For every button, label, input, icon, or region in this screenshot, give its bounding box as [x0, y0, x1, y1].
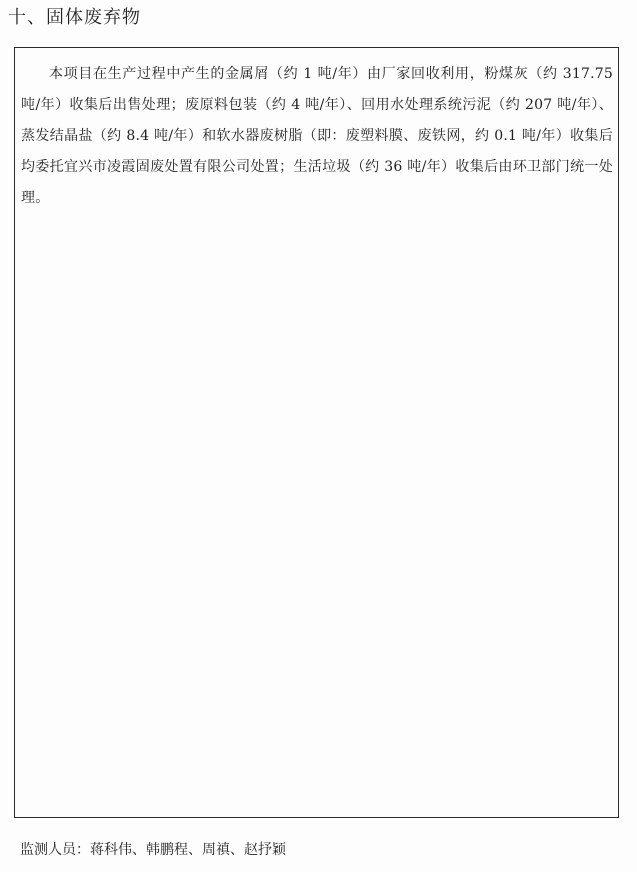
solid-waste-paragraph: 本项目在生产过程中产生的金属屑（约 1 吨/年）由厂家回收利用，粉煤灰（约 317.75 吨/年）收集后出售处理；废原料包装（约 4 吨/年）、回用水处理系统污泥（约 207 吨/年）、蒸发结晶盐（约 8.4 吨/年）和软水器废树脂（即：废塑料膜、废铁网，约 0.1 吨/年）收集后均委托宜兴市凌霞固废处置有限公司处置；生活垃圾（约 36 吨/年）收集后由环卫部门统一处理。: [21, 66, 613, 206]
content-box: [14, 47, 619, 818]
monitoring-staff-line: 监测人员：蒋科伟、韩鹏程、周禛、赵抒颖: [20, 842, 286, 858]
body-text: [21, 59, 613, 214]
section-title: 十、固体废弃物: [8, 7, 141, 28]
